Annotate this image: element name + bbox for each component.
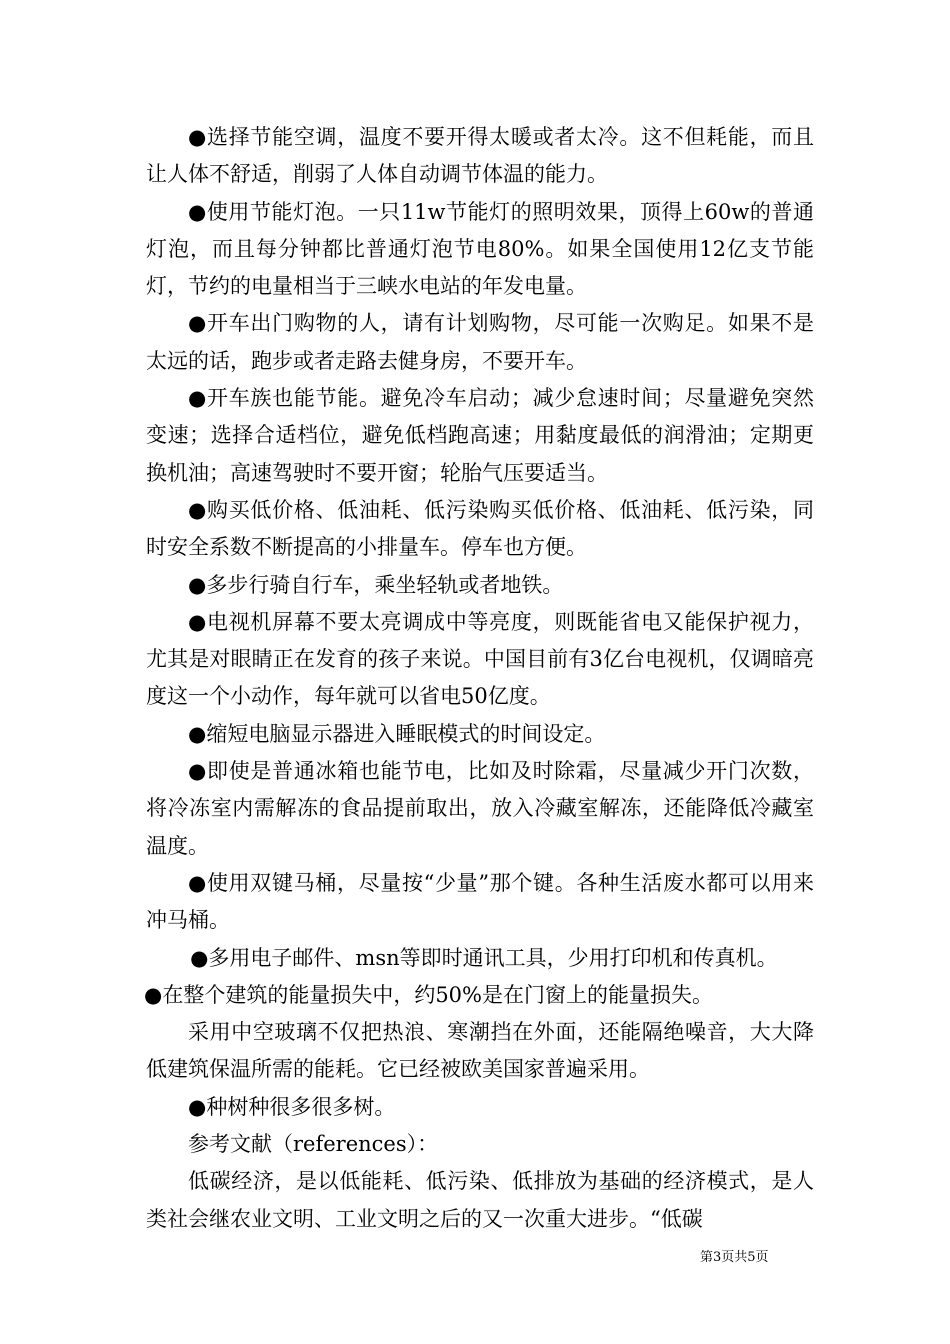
paragraph-walk-bike: ●多步行骑自行车，乘坐轻轨或者地铁。 — [188, 572, 564, 597]
paragraph-plant-trees: ●种树种很多很多树。 — [188, 1094, 396, 1119]
paragraph-monitor-sleep: ●缩短电脑显示器进入睡眠模式的时间设定。 — [188, 721, 606, 746]
paragraph-shopping-plan: ●开车出门购物的人，请有计划购物，尽可能一次购足。如果不是太远的话，跑步或者走路去健身房，不要开车。 — [146, 311, 814, 373]
paragraph-hollow-glass: 采用中空玻璃不仅把热浪、寒潮挡在外面，还能隔绝噪音，大大降低建筑保温所需的能耗。它已经被欧美国家普遍采用。 — [146, 1020, 814, 1082]
page-number: 第3页共5页 — [700, 1250, 769, 1265]
paragraph-low-carbon-economy: 低碳经济，是以低能耗、低污染、低排放为基础的经济模式，是人类社会继农业文明、工业文明之后的又一次重大进步。“低碳 — [146, 1169, 814, 1231]
references-heading: 参考文献（references）： — [188, 1132, 439, 1157]
paragraph-building-energy-loss: ●在整个建筑的能量损失中，约50%是在门窗上的能量损失。 — [144, 982, 713, 1007]
paragraph-small-car: ●购买低价格、低油耗、低污染购买低价格、低油耗、低污染，同时安全系数不断提高的小排量车。停车也方便。 — [146, 497, 814, 560]
paragraph-dual-flush-toilet: ●使用双键马桶，尽量按“少量”那个键。各种生活废水都可以用来冲马桶。 — [146, 870, 814, 933]
paragraph-air-conditioner: ●选择节能空调，温度不要开得太暖或者太冷。这不但耗能，而且让人体不舒适，削弱了人体自动调节体温的能力。 — [146, 125, 814, 187]
paragraph-tv-brightness: ●电视机屏幕不要太亮调成中等亮度，则既能省电又能保护视力，尤其是对眼睛正在发育的孩子来说。中国目前有3亿台电视机，仅调暗亮度这一个小动作，每年就可以省电50亿度。 — [146, 609, 814, 709]
paragraph-energy-saving-bulb: ●使用节能灯泡。一只11w节能灯的照明效果，顶得上60w的普通灯泡，而且每分钟都比普通灯泡节电80%。如果全国使用12亿支节能灯，节约的电量相当于三峡水电站的年发电量。 — [146, 199, 814, 299]
paragraph-driver-tips: ●开车族也能节能。避免冷车启动；减少怠速时间；尽量避免突然变速；选择合适档位，避免低档跑高速；用黏度最低的润滑油；定期更换机油；高速驾驶时不要开窗；轮胎气压要适当。 — [146, 386, 814, 485]
document-body — [146, 119, 814, 1238]
paragraph-fridge: ●即使是普通冰箱也能节电，比如及时除霜，尽量减少开门次数，将冷冻室内需解冻的食品提前取出，放入冷藏室解冻，还能降低冷藏室温度。 — [146, 759, 814, 858]
paragraph-email: ●多用电子邮件、msn等即时通讯工具，少用打印机和传真机。 — [190, 945, 778, 970]
